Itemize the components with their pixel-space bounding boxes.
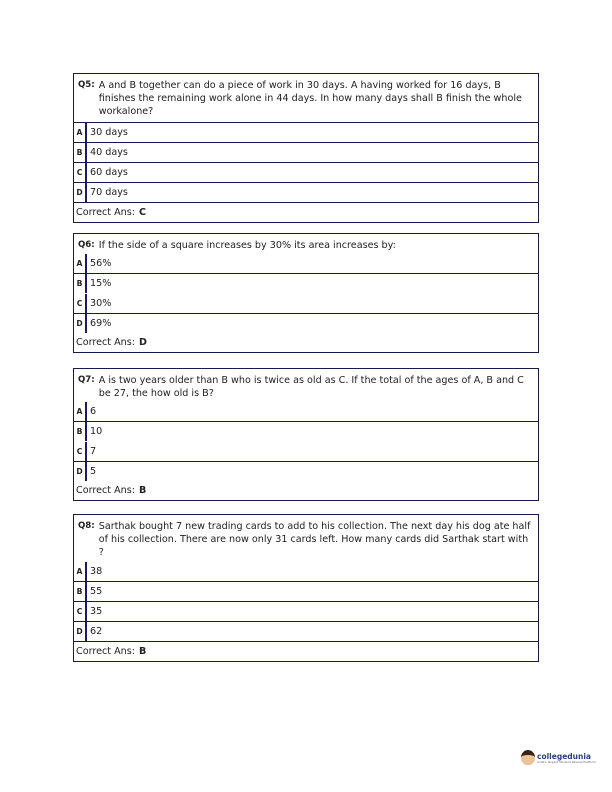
question-q5 bbox=[73, 73, 539, 223]
question-q8 bbox=[73, 514, 539, 662]
collegedunia-logo bbox=[521, 750, 596, 765]
question-text: If the side of a square increases by 30% its area increases by: bbox=[98, 240, 396, 251]
option-value: 56% bbox=[90, 258, 112, 270]
option-value: 15% bbox=[90, 278, 112, 290]
option-value: 30 days bbox=[90, 126, 128, 138]
option-value: 30% bbox=[90, 298, 112, 310]
option-value: 6 bbox=[90, 406, 97, 418]
option-letter: A bbox=[74, 562, 87, 581]
question-text-row bbox=[74, 74, 538, 122]
correct-answer bbox=[74, 333, 538, 352]
option-letter: C bbox=[74, 442, 87, 461]
question-text-row bbox=[74, 515, 538, 562]
question-q7 bbox=[73, 368, 539, 501]
logo-tagline: India's largest Student Review Platform bbox=[537, 759, 597, 764]
option-value: 38 bbox=[90, 565, 103, 577]
option-c bbox=[74, 441, 538, 461]
option-letter: B bbox=[74, 422, 87, 441]
option-a bbox=[74, 122, 538, 142]
correct-answer-value: B bbox=[138, 485, 147, 497]
option-value: 10 bbox=[90, 426, 103, 438]
option-letter: D bbox=[74, 462, 87, 481]
question-text: A is two years older than B who is twice as old as C. If the total of the ages of A, B and C be 27, the how old is B? bbox=[98, 375, 524, 400]
correct-answer bbox=[74, 641, 538, 661]
question-text-row bbox=[74, 369, 538, 402]
option-letter: D bbox=[74, 183, 87, 202]
correct-answer bbox=[74, 481, 538, 500]
option-value: 69% bbox=[90, 318, 112, 330]
question-number: Q8: bbox=[78, 521, 95, 531]
option-value: 5 bbox=[90, 466, 97, 478]
logo-name: collegedunia bbox=[537, 751, 591, 761]
option-c bbox=[74, 601, 538, 621]
correct-answer-label: Correct Ans: bbox=[76, 485, 135, 497]
option-b bbox=[74, 273, 538, 293]
question-text: A and B together can do a piece of work in 30 days. A having worked for 16 days, B finishes the remaining work alone in 44 days. In how many days shall B finish the whole workalone? bbox=[98, 80, 522, 118]
correct-answer-label: Correct Ans: bbox=[76, 206, 135, 218]
option-c bbox=[74, 162, 538, 182]
question-number: Q7: bbox=[78, 375, 95, 385]
option-d bbox=[74, 461, 538, 481]
option-letter: C bbox=[74, 163, 87, 182]
question-number: Q5: bbox=[78, 80, 95, 90]
option-d bbox=[74, 621, 538, 641]
option-letter: B bbox=[74, 582, 87, 601]
option-letter: B bbox=[74, 274, 87, 293]
correct-answer-value: D bbox=[138, 337, 147, 349]
option-value: 55 bbox=[90, 585, 103, 597]
option-letter: C bbox=[74, 294, 87, 313]
option-c bbox=[74, 293, 538, 313]
question-q6 bbox=[73, 233, 539, 353]
correct-answer-value: B bbox=[138, 645, 147, 657]
mascot-icon bbox=[521, 750, 535, 765]
question-number: Q6: bbox=[78, 240, 95, 250]
option-letter: A bbox=[74, 402, 87, 421]
option-d bbox=[74, 313, 538, 333]
option-value: 62 bbox=[90, 625, 103, 637]
correct-answer-label: Correct Ans: bbox=[76, 645, 135, 657]
option-a bbox=[74, 562, 538, 581]
correct-answer bbox=[74, 202, 538, 222]
option-b bbox=[74, 581, 538, 601]
option-d bbox=[74, 182, 538, 202]
question-text: Sarthak bought 7 new trading cards to add to his collection. The next day his dog ate half of his collection. There are now only 31 cards left. How many cards did Sarthak start with ? bbox=[98, 521, 531, 559]
option-value: 7 bbox=[90, 446, 97, 458]
option-letter: C bbox=[74, 602, 87, 621]
option-value: 35 bbox=[90, 605, 103, 617]
option-letter: A bbox=[74, 123, 87, 142]
option-letter: D bbox=[74, 314, 87, 333]
option-value: 40 days bbox=[90, 146, 128, 158]
option-b bbox=[74, 421, 538, 441]
correct-answer-value: C bbox=[138, 206, 146, 218]
option-letter: D bbox=[74, 622, 87, 641]
correct-answer-label: Correct Ans: bbox=[76, 337, 135, 349]
question-text-row bbox=[74, 234, 538, 254]
option-b bbox=[74, 142, 538, 162]
option-letter: A bbox=[74, 254, 87, 273]
option-value: 70 days bbox=[90, 186, 128, 198]
option-a bbox=[74, 402, 538, 421]
option-value: 60 days bbox=[90, 166, 128, 178]
option-letter: B bbox=[74, 143, 87, 162]
option-a bbox=[74, 254, 538, 273]
